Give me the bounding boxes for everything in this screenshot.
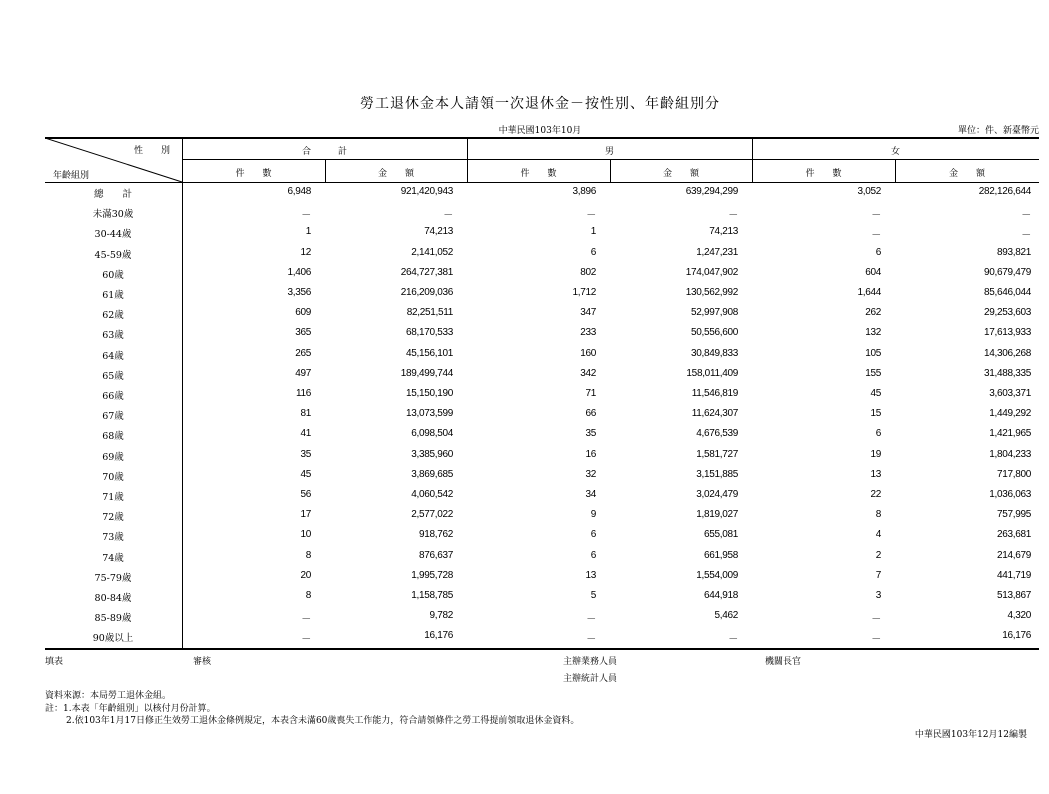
total-count-cell: 8 [305, 549, 311, 561]
table-row [45, 465, 1039, 485]
male-count-cell: 16 [585, 448, 596, 460]
female-amount-cell: 85,646,044 [983, 287, 1031, 298]
table-row [45, 222, 1039, 242]
female-count-cell: － [871, 210, 881, 222]
male-header: 男 [604, 147, 614, 157]
female-count-cell: 45 [870, 388, 881, 399]
female-amount-cell: 757,995 [996, 509, 1031, 521]
table-row [45, 303, 1039, 323]
table-row [45, 424, 1039, 444]
female-count-cell: 13 [870, 468, 881, 480]
male-count-cell: － [586, 614, 596, 626]
total-count-cell: 35 [300, 448, 311, 460]
table-row [45, 323, 1039, 343]
male-count-cell: 160 [580, 347, 596, 359]
female-amount-cell: 282,126,644 [978, 186, 1031, 197]
total-amount-cell: 6,098,504 [411, 428, 453, 440]
female-amount-cell: 1,036,063 [989, 489, 1031, 500]
agency-head-label: 機關長官 [765, 657, 802, 667]
male-amount-cell: 661,958 [703, 549, 738, 561]
male-amount-cell: 30,849,833 [690, 347, 738, 359]
male-count-cell: 9 [590, 509, 596, 521]
total-amount-cell: 3,385,960 [411, 448, 453, 460]
female-amount-cell: 263,681 [996, 529, 1031, 541]
table-row [45, 546, 1039, 566]
data-source-note: 資料來源：本局勞工退休金組。 [45, 691, 172, 701]
male-amount-cell: 644,918 [703, 590, 738, 601]
age-group-cell: 66歲 [102, 391, 124, 402]
female-count-cell: － [871, 614, 881, 626]
female-count-cell: 105 [865, 347, 881, 359]
table-row [45, 505, 1039, 525]
age-group-cell: 45-59歲 [94, 249, 132, 261]
total-count-cell: 497 [295, 367, 311, 379]
age-group-cell: 74歲 [102, 552, 124, 564]
table-row [45, 566, 1039, 586]
total-amount-cell: 216,209,036 [400, 287, 453, 298]
total-amount-cell: 2,141,052 [411, 246, 453, 258]
female-count-cell: 7 [875, 569, 881, 581]
female-amount-cell: 893,821 [996, 246, 1031, 258]
total-amount-cell: 15,150,190 [405, 388, 453, 399]
total-count-cell: 609 [295, 307, 311, 319]
male-amount-cell: 3,024,479 [696, 489, 738, 500]
total-count-cell: 3,356 [287, 287, 311, 298]
female-count-cell: － [871, 634, 881, 646]
age-group-cell: 64歲 [102, 350, 124, 362]
male-count-cell: 66 [585, 408, 596, 420]
female-amount-cell: 1,421,965 [989, 428, 1031, 440]
table-row [45, 364, 1039, 384]
age-group-cell: 67歲 [102, 411, 124, 423]
female-amount-cell: 1,449,292 [989, 408, 1031, 420]
total-count-cell: 17 [300, 509, 311, 521]
female-amount-cell: － [1021, 230, 1031, 242]
total-count-cell: 1,406 [287, 266, 311, 278]
table-row [45, 445, 1039, 465]
male-count-cell: 342 [580, 367, 596, 379]
male-amount-cell: － [728, 634, 738, 646]
male-amount-cell: 52,997,908 [690, 307, 738, 319]
total-count-cell: 20 [300, 569, 311, 581]
age-group-cell: 68歲 [102, 431, 124, 443]
total-amount-cell: 16,176 [424, 630, 453, 642]
table-row [45, 606, 1039, 626]
male-count-cell: 347 [580, 307, 596, 319]
age-group-cell: 未滿30歲 [92, 209, 134, 221]
stats-officer-label: 主辦統計人員 [563, 674, 618, 684]
female-amount-cell: 31,488,335 [983, 367, 1031, 379]
female-header: 女 [890, 147, 900, 157]
female-amount-cell: 17,613,933 [983, 327, 1031, 339]
female-amount-cell: 717,800 [996, 468, 1031, 480]
female-count-cell: 6 [875, 428, 881, 440]
total-amount-cell: 68,170,533 [405, 327, 453, 339]
male-amount-cell: 11,624,307 [691, 408, 738, 420]
age-group-cell: 72歲 [102, 512, 124, 524]
total-count-cell: 6,948 [287, 186, 311, 197]
male-count-cell: － [586, 210, 596, 222]
total-amount-cell: 918,762 [418, 529, 453, 541]
table-row [45, 485, 1039, 505]
table-row [45, 384, 1039, 404]
total-amount-cell: 9,782 [429, 610, 453, 622]
reviewed-by-label: 審核 [193, 657, 212, 667]
age-group-cell: 30-44歲 [94, 229, 132, 241]
table-row [45, 586, 1039, 606]
table-top-rule [45, 137, 1039, 139]
male-count-cell: － [586, 634, 596, 646]
male-amount-cell: 174,047,902 [685, 266, 738, 278]
table-row [45, 263, 1039, 283]
total-amount-cell: 4,060,542 [411, 489, 453, 500]
male-count-cell: 802 [580, 266, 596, 278]
female-amount-cell: 1,804,233 [989, 448, 1031, 460]
total-count-cell: 45 [300, 468, 311, 480]
total-amount-cell: － [443, 210, 453, 222]
male-count-header: 件 數 [520, 169, 557, 179]
total-amount-cell: 13,073,599 [405, 408, 453, 420]
female-count-cell: 132 [865, 327, 881, 339]
female-count-cell: 6 [875, 246, 881, 258]
unit-label: 單位：件、新臺幣元 [957, 126, 1039, 136]
male-count-cell: 1 [590, 226, 596, 238]
male-amount-cell: 1,554,009 [696, 569, 738, 581]
table-row [45, 283, 1039, 303]
table-row [45, 626, 1039, 646]
age-group-cell: 71歲 [102, 492, 124, 503]
male-count-cell: 6 [590, 549, 596, 561]
total-header: 合 計 [301, 147, 347, 157]
female-amount-header: 金 額 [948, 169, 985, 179]
age-group-cell: 75-79歲 [94, 572, 132, 584]
male-count-cell: 5 [590, 590, 596, 601]
total-count-cell: － [301, 634, 311, 646]
table-row [45, 182, 1039, 202]
female-count-cell: 4 [875, 529, 881, 541]
male-amount-cell: 4,676,539 [696, 428, 738, 440]
female-count-cell: 22 [870, 489, 881, 500]
male-count-cell: 6 [590, 529, 596, 541]
female-amount-cell: 90,679,479 [983, 266, 1031, 278]
note-1: 註：1.本表「年齡組別」以核付月份計算。 [45, 704, 216, 714]
total-count-cell: － [301, 614, 311, 626]
female-amount-cell: 14,306,268 [983, 347, 1031, 359]
male-amount-cell: 639,294,299 [685, 186, 738, 197]
age-group-cell: 62歲 [102, 310, 124, 322]
total-amount-header: 金 額 [377, 169, 414, 179]
table-bottom-rule [45, 648, 1039, 650]
table-row [45, 404, 1039, 424]
note-2: 2.依103年1月17日修正生效勞工退休金條例規定，本表含未滿60歲喪失工作能力，符合請領條件之勞工得提前領取退休金資料。 [66, 716, 580, 726]
age-group-cell: 80-84歲 [94, 593, 132, 604]
female-count-cell: 262 [865, 307, 881, 319]
age-group-cell: 63歲 [102, 330, 124, 342]
male-count-cell: 71 [585, 388, 596, 399]
male-amount-cell: 1,247,231 [696, 246, 738, 258]
total-count-cell: 12 [300, 246, 311, 258]
age-group-cell: 總 計 [93, 189, 132, 200]
female-count-cell: 15 [870, 408, 881, 420]
male-count-cell: 3,896 [572, 186, 596, 197]
total-amount-cell: 1,158,785 [411, 590, 453, 601]
table-row [45, 202, 1039, 222]
female-count-cell: 2 [875, 549, 881, 561]
male-count-cell: 34 [585, 489, 596, 500]
female-amount-cell: 513,867 [996, 590, 1031, 601]
female-count-cell: 1,644 [857, 287, 881, 298]
female-count-cell: 604 [865, 266, 881, 278]
female-amount-cell: 441,719 [996, 569, 1031, 581]
report-title: 勞工退休金本人請領一次退休金－按性別、年齡組別分 [360, 96, 720, 112]
age-group-cell: 69歲 [102, 451, 124, 463]
male-amount-cell: 655,081 [703, 529, 738, 541]
female-amount-cell: － [1021, 210, 1031, 222]
table-row [45, 344, 1039, 364]
male-amount-header: 金 額 [662, 169, 699, 179]
table-row [45, 525, 1039, 545]
female-count-cell: 8 [875, 509, 881, 521]
business-officer-label: 主辦業務人員 [563, 657, 618, 667]
male-amount-cell: 11,546,819 [691, 388, 738, 399]
male-count-cell: 35 [585, 428, 596, 440]
male-count-cell: 6 [590, 246, 596, 258]
total-count-cell: 10 [300, 529, 311, 541]
male-count-cell: 233 [580, 327, 596, 339]
male-count-cell: 1,712 [572, 287, 596, 298]
total-count-cell: 56 [300, 489, 311, 500]
total-count-cell: 8 [305, 590, 311, 601]
sex-header: 性 別 [134, 146, 171, 156]
age-group-header: 年齡組別 [53, 171, 90, 181]
total-amount-cell: 3,869,685 [411, 468, 453, 480]
compiled-date: 中華民國103年12月12編製 [914, 730, 1027, 740]
total-amount-cell: 264,727,381 [400, 266, 453, 278]
age-group-cell: 60歲 [102, 269, 124, 281]
total-count-header: 件 數 [235, 169, 272, 179]
female-count-cell: 3,052 [857, 186, 881, 197]
prepared-by-label: 填表 [45, 657, 64, 667]
male-amount-cell: 1,819,027 [696, 509, 738, 521]
total-count-cell: 1 [305, 226, 311, 238]
total-amount-cell: 921,420,943 [400, 186, 453, 197]
female-count-cell: 155 [865, 367, 881, 379]
age-group-cell: 90歲以上 [92, 633, 134, 645]
male-amount-cell: 50,556,600 [690, 327, 738, 339]
total-amount-cell: 1,995,728 [411, 569, 453, 581]
total-amount-cell: 189,499,744 [400, 367, 453, 379]
male-amount-cell: － [728, 210, 738, 222]
total-count-cell: 365 [295, 327, 311, 339]
total-count-cell: 265 [295, 347, 311, 359]
female-amount-cell: 16,176 [1002, 630, 1031, 642]
female-amount-cell: 4,320 [1007, 610, 1031, 622]
total-count-cell: 81 [300, 408, 311, 420]
total-count-cell: － [301, 210, 311, 222]
total-amount-cell: 74,213 [424, 226, 453, 238]
age-group-cell: 65歲 [102, 370, 124, 382]
male-amount-cell: 5,462 [714, 610, 738, 622]
female-count-header: 件 數 [805, 169, 842, 179]
female-amount-cell: 29,253,603 [983, 307, 1031, 319]
male-amount-cell: 3,151,885 [696, 468, 738, 480]
female-count-cell: 19 [870, 448, 881, 460]
total-count-cell: 116 [295, 388, 311, 399]
table-row [45, 243, 1039, 263]
male-amount-cell: 1,581,727 [696, 448, 738, 460]
age-group-cell: 70歲 [102, 471, 124, 483]
male-count-cell: 13 [585, 569, 596, 581]
age-group-cell: 73歲 [102, 532, 124, 544]
age-group-cell: 85-89歲 [94, 613, 132, 625]
male-amount-cell: 130,562,992 [685, 287, 738, 298]
female-amount-cell: 3,603,371 [989, 388, 1031, 399]
report-period: 中華民國103年10月 [498, 126, 582, 136]
female-count-cell: 3 [875, 590, 881, 601]
total-amount-cell: 876,637 [418, 549, 453, 561]
total-count-cell: 41 [300, 428, 311, 440]
male-amount-cell: 74,213 [709, 226, 738, 238]
female-count-cell: － [871, 230, 881, 242]
age-group-cell: 61歲 [102, 290, 124, 301]
male-amount-cell: 158,011,409 [686, 367, 738, 379]
male-count-cell: 32 [585, 468, 596, 480]
total-amount-cell: 45,156,101 [405, 347, 453, 359]
female-amount-cell: 214,679 [996, 549, 1031, 561]
total-amount-cell: 82,251,511 [406, 307, 453, 319]
total-amount-cell: 2,577,022 [411, 509, 453, 521]
